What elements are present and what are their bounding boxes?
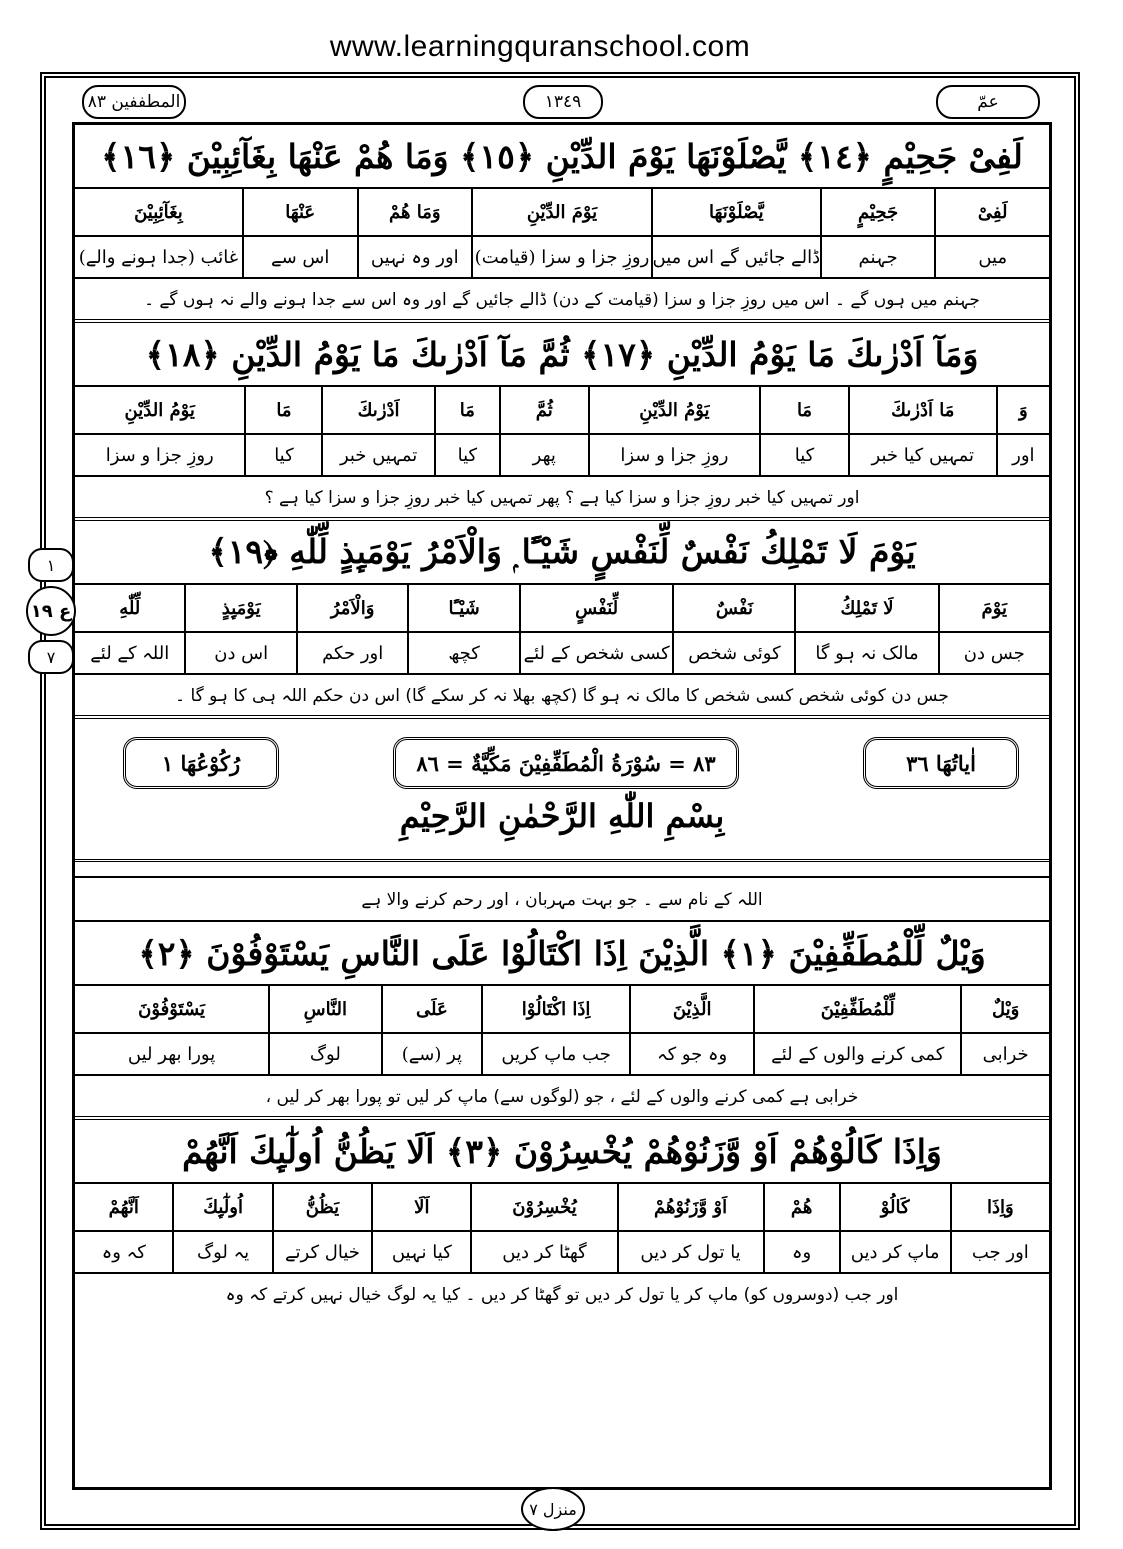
word-grid-urdu <box>75 435 1049 477</box>
word-urdu: کیا <box>759 435 848 475</box>
word-grid-urdu <box>75 1232 1049 1274</box>
word-urdu: غائب (جدا ہونے والے) <box>78 246 239 268</box>
word-urdu: اور <box>996 435 1049 475</box>
side-marker-top: ١ <box>28 548 74 582</box>
word-arabic: النَّاسِ <box>268 986 380 1032</box>
word-arabic: اَلَا <box>371 1184 470 1230</box>
word-arabic: نَفْسٌ <box>672 585 794 631</box>
word-urdu: روزِ جزا و سزا <box>105 444 214 466</box>
word-arabic: وَ <box>996 387 1049 433</box>
word-arabic: اَوْ وَّزَنُوْهُمْ <box>617 1184 763 1230</box>
word-urdu: تمہیں کیا خبر <box>848 435 996 475</box>
word-arabic: لِّلّٰهِ <box>119 597 141 619</box>
word-arabic: اِذَا اكْتَالُوْا <box>481 986 629 1032</box>
translation-line: خرابی ہے کمی کرنے والوں کے لئے ، جو (لوگوں سے) ماپ کر لیں تو پورا بھر کر لیں ، <box>75 1076 1049 1120</box>
word-urdu: ماپ کر دیں <box>839 1232 950 1272</box>
word-arabic: يَسْتَوْفُوْنَ <box>138 998 206 1020</box>
word-arabic: جَحِيْمٍ <box>820 189 935 235</box>
word-urdu: تمہیں خبر <box>321 435 433 475</box>
word-grid-arabic <box>75 387 1049 435</box>
word-urdu: اور وہ نہیں <box>357 237 472 277</box>
word-urdu: مالک نہ ہو گا <box>794 633 937 673</box>
word-arabic: وَمَا هُمْ <box>357 189 472 235</box>
word-urdu: اور حکم <box>296 633 407 673</box>
word-grid-urdu <box>75 237 1049 279</box>
word-urdu: اللہ کے لئے <box>90 642 170 664</box>
word-urdu: جب ماپ کریں <box>481 1034 629 1074</box>
ayah-line: وَيْلٌ لِّلْمُطَفِّفِيْنَ ﴿١﴾ الَّذِيْنَ اِذَا اكْتَالُوْا عَلَى النَّاسِ يَسْتَوْفُوْنَ ﴿٢﴾ <box>75 922 1049 986</box>
word-urdu: لوگ <box>268 1034 380 1074</box>
word-arabic: يَوْمَ <box>938 585 1049 631</box>
page-number: ١٣٤٩ <box>523 85 603 119</box>
translation-line: اور تمہیں کیا خبر روزِ جزا و سزا کیا ہے ؟ پھر تمہیں کیا خبر روزِ جزا و سزا کیا ہے ؟ <box>75 477 1049 521</box>
word-urdu: کسی شخص کے لئے <box>519 633 673 673</box>
word-arabic: لِّلْمُطَفِّفِيْنَ <box>753 986 960 1032</box>
word-arabic: شَيْـًٔا <box>407 585 518 631</box>
word-arabic: ثُمَّ <box>499 387 588 433</box>
juz-name-label: عمّ <box>936 85 1040 119</box>
word-arabic: مَا اَدْرٰىكَ <box>848 387 996 433</box>
word-arabic: يَظُنُّ <box>272 1184 371 1230</box>
word-arabic: يَوْمُ الدِّيْنِ <box>588 387 759 433</box>
word-urdu: یہ لوگ <box>172 1232 271 1272</box>
word-urdu: جہنم <box>820 237 935 277</box>
surah-header <box>75 719 1049 862</box>
word-urdu: وہ <box>763 1232 839 1272</box>
word-urdu: گھٹا کر دیں <box>470 1232 616 1272</box>
surah-title-cartouche: ٨٣ = سُوْرَةُ الْمُطَفِّفِيْنَ مَكِّيَّةٌ = ٨٦ <box>393 737 739 789</box>
translation-line: جس دن کوئی شخص کسی شخص کا مالک نہ ہو گا (کچھ بھلا نہ کر سکے گا) اس دن حکم اللہ ہی کا ہو گا ۔ <box>75 675 1049 719</box>
ruku-count-cartouche: رُکُوْعُھَا ١ <box>123 737 279 789</box>
ayat-count-cartouche: اٰیاتُھَا ٣٦ <box>863 737 1019 789</box>
word-urdu: جس دن <box>938 633 1049 673</box>
translation-line: جہنم میں ہوں گے ۔ اس میں روزِ جزا و سزا (قیامت کے دن) ڈالے جائیں گے اور وہ اس سے جدا ہونے والے نہ ہوں گے ۔ <box>75 279 1049 323</box>
side-ruku-marker <box>24 548 74 674</box>
word-arabic: وَيْلٌ <box>960 986 1049 1032</box>
word-urdu: خرابی <box>960 1034 1049 1074</box>
word-urdu: یا تول کر دیں <box>617 1232 763 1272</box>
page-content <box>75 125 1049 1314</box>
word-arabic: عَنْهَا <box>242 189 357 235</box>
word-arabic: اُولٰٓىِٕكَ <box>172 1184 271 1230</box>
word-arabic: لَا تَمْلِكُ <box>794 585 937 631</box>
word-urdu: کہ وہ <box>101 1241 146 1263</box>
ayah-line: لَفِىْ جَحِيْمٍ ﴿١٤﴾ يَّصْلَوْنَهَا يَوْمَ الدِّيْنِ ﴿١٥﴾ وَمَا هُمْ عَنْهَا بِغَآئِبِيْنَ ﴿١٦﴾ <box>75 125 1049 189</box>
word-urdu: پھر <box>499 435 588 475</box>
word-arabic: يَّصْلَوْنَهَا <box>651 189 820 235</box>
word-urdu: روزِ جزا و سزا (قیامت) <box>471 237 651 277</box>
side-marker-bottom: ٧ <box>28 640 74 674</box>
word-urdu: ڈالے جائیں گے اس میں <box>651 237 820 277</box>
word-arabic: الَّذِيْنَ <box>629 986 753 1032</box>
word-urdu: اس دن <box>184 633 295 673</box>
word-grid-arabic <box>75 1184 1049 1232</box>
word-urdu: کچھ <box>407 633 518 673</box>
word-urdu: کیا <box>434 435 499 475</box>
word-arabic: لِّنَفْسٍ <box>519 585 673 631</box>
word-urdu: پورا بھر لیں <box>127 1043 216 1065</box>
word-grid-arabic <box>75 986 1049 1034</box>
word-arabic: لَفِىْ <box>934 189 1049 235</box>
word-arabic: يُخْسِرُوْنَ <box>470 1184 616 1230</box>
word-arabic: مَا <box>759 387 848 433</box>
word-urdu: خیال کرتے <box>272 1232 371 1272</box>
surah-name-label: المطففين ٨٣ <box>82 85 186 119</box>
word-urdu: کیا نہیں <box>371 1232 470 1272</box>
word-arabic: مَا <box>434 387 499 433</box>
word-arabic: مَا <box>244 387 321 433</box>
word-arabic: اَدْرٰىكَ <box>321 387 433 433</box>
ayah-line: وَاِذَا كَالُوْهُمْ اَوْ وَّزَنُوْهُمْ يُخْسِرُوْنَ ﴿٣﴾ اَلَا يَظُنُّ اُولٰٓىِٕكَ اَنَّهُمْ <box>75 1120 1049 1184</box>
word-urdu: میں <box>934 237 1049 277</box>
word-urdu: کیا <box>244 435 321 475</box>
word-arabic: بِغَآئِبِيْنَ <box>134 201 183 223</box>
bismillah: بِسْمِ اللّٰهِ الرَّحْمٰنِ الرَّحِيْمِ <box>399 797 725 835</box>
word-urdu: روزِ جزا و سزا <box>588 435 759 475</box>
ayah-line: وَمَآ اَدْرٰىكَ مَا يَوْمُ الدِّيْنِ ﴿١٧﴾ ثُمَّ مَآ اَدْرٰىكَ مَا يَوْمُ الدِّيْنِ ﴿١٨﴾ <box>75 323 1049 387</box>
word-urdu: کمی کرنے والوں کے لئے <box>753 1034 960 1074</box>
word-grid-urdu <box>75 1034 1049 1076</box>
word-arabic: يَوْمَ الدِّيْنِ <box>471 189 651 235</box>
word-arabic: يَوْمَىِٕذٍ <box>184 585 295 631</box>
word-urdu: وہ جو کہ <box>629 1034 753 1074</box>
ruku-symbol: ع ١٩ <box>26 586 76 636</box>
word-urdu: کوئی شخص <box>672 633 794 673</box>
bismillah-translation: اللہ کے نام سے ۔ جو بہت مہربان ، اور رحم کرنے والا ہے <box>75 876 1049 922</box>
word-grid-urdu <box>75 633 1049 675</box>
word-grid-arabic <box>75 189 1049 237</box>
word-arabic: كَالُوْ <box>839 1184 950 1230</box>
word-arabic: يَوْمُ الدِّيْنِ <box>124 399 195 421</box>
word-urdu: پر (سے) <box>381 1034 482 1074</box>
translation-line: اور جب (دوسروں کو) ماپ کر یا تول کر دیں تو گھٹا کر دیں ۔ کیا یہ لوگ خیال نہیں کرتے کہ وہ <box>225 1284 899 1305</box>
word-arabic: هُمْ <box>763 1184 839 1230</box>
word-grid-arabic <box>75 585 1049 633</box>
word-arabic: اَنَّهُمْ <box>108 1196 139 1218</box>
word-arabic: عَلَى <box>381 986 482 1032</box>
word-arabic: وَاِذَا <box>950 1184 1049 1230</box>
word-urdu: اس سے <box>242 237 357 277</box>
manzil-marker: منزل ٧ <box>521 1487 585 1531</box>
word-urdu: اور جب <box>950 1232 1049 1272</box>
word-arabic: وَالْاَمْرُ <box>296 585 407 631</box>
site-url: www.learningquranschool.com <box>329 30 751 63</box>
ayah-line: يَوْمَ لَا تَمْلِكُ نَفْسٌ لِّنَفْسٍ شَيْـًٔا ۭ وَالْاَمْرُ يَوْمَىِٕذٍ لِّلّٰهِ ﴿١٩﴾ <box>75 521 1049 585</box>
